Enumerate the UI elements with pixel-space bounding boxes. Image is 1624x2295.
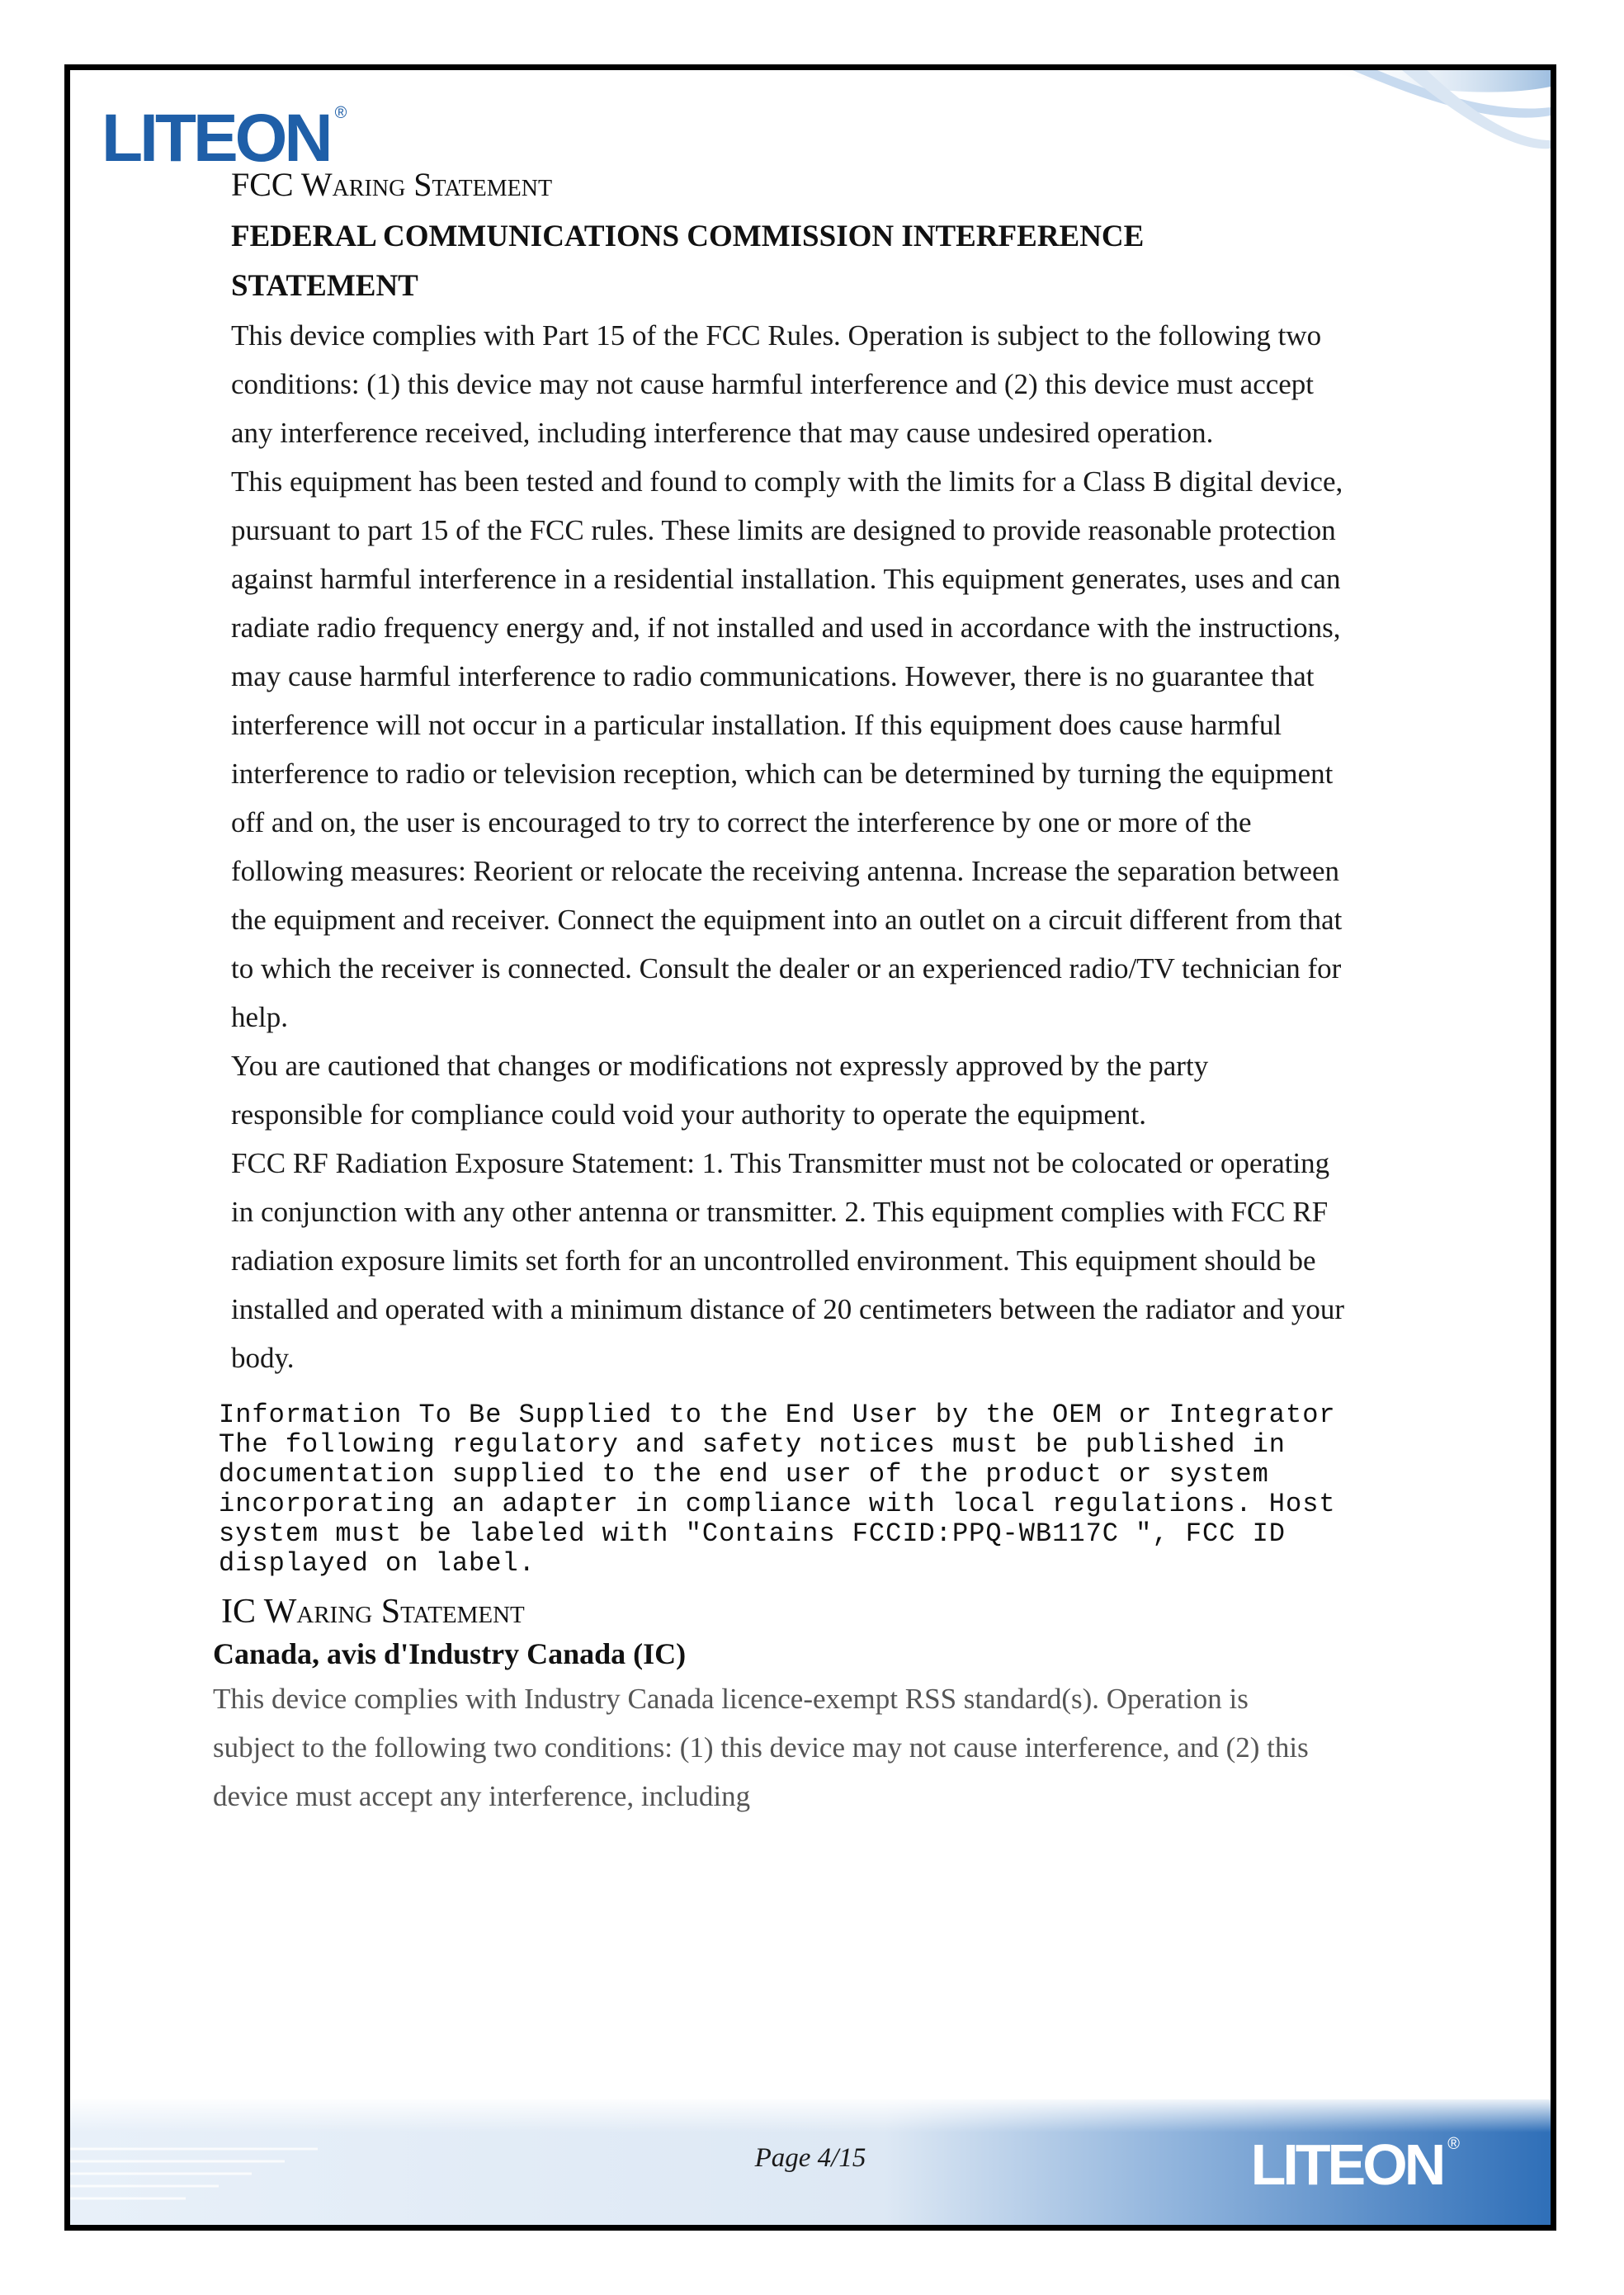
- document-page: [64, 64, 1556, 2231]
- footer-registered-mark: ®: [1447, 2135, 1460, 2153]
- registered-mark: ®: [334, 104, 347, 122]
- footer-logo-text: LITEON: [1250, 2132, 1443, 2197]
- ic-paragraph: This device complies with Industry Canada licence-exempt RSS standard(s). Operation is subject to the following two conditions: (1) this device may not cause interference, and (2) this device must accept any interference, including: [213, 1683, 1309, 1812]
- liteon-logo: [102, 101, 347, 176]
- fcc-paragraph-caution: You are cautioned that changes or modifications not expressly approved by the party responsible for compliance could void your authority to operate the equipment.: [231, 1050, 1209, 1131]
- ic-section-title: IC Waring Statement: [221, 1593, 525, 1631]
- fcc-statement-heading: FEDERAL COMMUNICATIONS COMMISSION INTERFERENCE STATEMENT: [231, 220, 1145, 303]
- corner-stripes-decoration: [1303, 70, 1551, 177]
- logo-text: LITEON: [102, 101, 330, 176]
- page-number: Page 4/15: [754, 2143, 866, 2173]
- ic-subheading: Canada, avis d'Industry Canada (IC): [213, 1637, 687, 1670]
- main-content: [213, 165, 1469, 1820]
- fcc-paragraph-part15: This device complies with Part 15 of the FCC Rules. Operation is subject to the following two conditions: (1) this device may not cause harmful interference and (2) this device must accept any interference received, including interference that may cause undesired operation.: [231, 319, 1322, 449]
- fcc-paragraph-class-b: This equipment has been tested and found to comply with the limits for a Class B digital device, pursuant to part 15 of the FCC rules. These limits are designed to provide reasonable protection against harmful interference in a residential installation. This equipment generates, uses and can radiate radio frequency energy and, if not installed and used in accordance with the instructions, may cause harmful interference to radio communications. However, there is no guarantee that interference will not occur in a particular installation. If this equipment does cause harmful interference to radio or television reception, which can be determined by turning the equipment off and on, the user is encouraged to try to correct the interference by one or more of the following measures: Reorient or relocate the receiving antenna. Increase the separation between the equipment and receiver. Connect the equipment into an outlet on a circuit different from that to which the receiver is connected. Consult the dealer or an experienced radio/TV technician for help.: [231, 465, 1343, 1033]
- fcc-paragraph-rf-exposure: FCC RF Radiation Exposure Statement: 1. This Transmitter must not be colocated or operating in conjunction with any other antenna or transmitter. 2. This equipment complies with FCC RF radiation exposure limits set forth for an uncontrolled environment. This equipment should be installed and operated with a minimum distance of 20 centimeters between the radiator and your body.: [231, 1147, 1345, 1374]
- liteon-footer-logo: [1250, 2132, 1460, 2197]
- fcc-section-title: FCC Waring Statement: [231, 166, 553, 203]
- oem-integrator-notice: Information To Be Supplied to the End User by the OEM or Integrator The following regulatory and safety notices must be published in documentation supplied to the end user of the product or system incorporating an adapter in compliance with local regulations. Host system must be labeled with "Contains FCCID:PPQ-WB117C ", FCC ID displayed on label.: [219, 1400, 1336, 1579]
